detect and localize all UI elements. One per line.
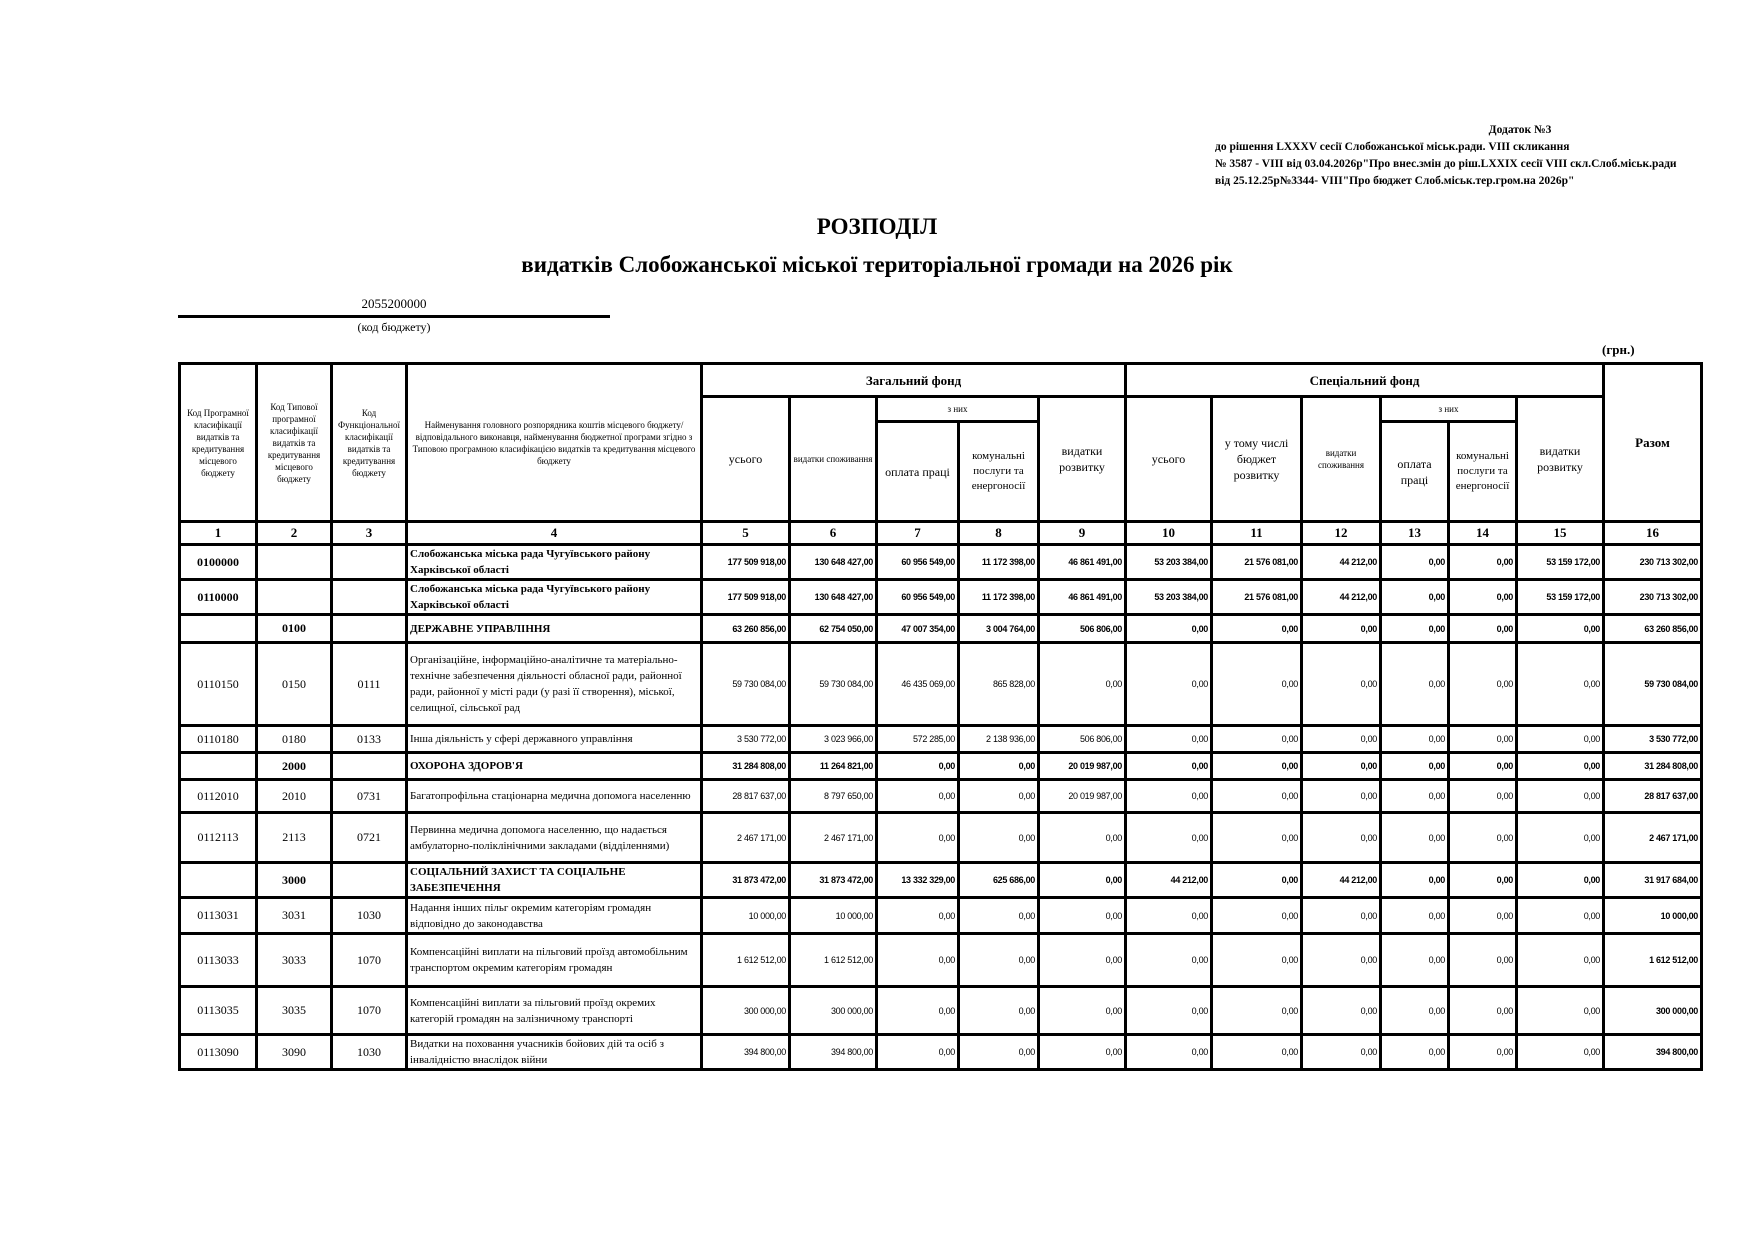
name-cell: ДЕРЖАВНЕ УПРАВЛІННЯ (407, 615, 702, 643)
grand-total-cell: 31 284 808,00 (1604, 753, 1702, 780)
gf-total-cell: 10 000,00 (702, 898, 790, 934)
sf-wages-cell: 0,00 (1381, 753, 1449, 780)
gf-total-cell: 3 530 772,00 (702, 726, 790, 753)
budget-code: 2055200000 (361, 296, 427, 311)
gf-consumption-cell: 3 023 966,00 (790, 726, 877, 753)
typical-program-code-cell: 2000 (257, 753, 332, 780)
table-row (180, 987, 1702, 1035)
sf-utilities-cell: 0,00 (1449, 615, 1517, 643)
sf-total-cell: 0,00 (1126, 615, 1212, 643)
sf-development-cell: 0,00 (1517, 987, 1604, 1035)
sf-development-cell: 0,00 (1517, 726, 1604, 753)
sf-utilities-cell: 0,00 (1449, 987, 1517, 1035)
grand-total-cell: 31 917 684,00 (1604, 863, 1702, 898)
gf-consumption-cell: 300 000,00 (790, 987, 877, 1035)
grand-total-cell: 230 713 302,00 (1604, 545, 1702, 580)
sf-total-cell: 0,00 (1126, 780, 1212, 813)
sf-consumption-cell: 0,00 (1302, 753, 1381, 780)
name-cell: Видатки на поховання учасників бойових дій та осіб з інвалідністю внаслідок війни (407, 1035, 702, 1070)
gf-wages-cell: 0,00 (877, 813, 959, 863)
name-cell: Первинна медична допомога населенню, що надається амбулаторно-поліклінічними закладами (відділеннями) (407, 813, 702, 863)
sf-utilities-cell: 0,00 (1449, 643, 1517, 726)
name-cell: Багатопрофільна стаціонарна медична допомога населенню (407, 780, 702, 813)
sf-total-cell: 53 203 384,00 (1126, 545, 1212, 580)
table-row (180, 753, 1702, 780)
gf-development-cell: 506 806,00 (1039, 615, 1126, 643)
document-subtitle: видатків Слобожанської міської територіальної громади на 2026 рік (521, 252, 1233, 277)
table-row (180, 934, 1702, 987)
gf-utilities-cell: 0,00 (959, 1035, 1039, 1070)
sf-wages-cell: 0,00 (1381, 545, 1449, 580)
typical-program-code-cell: 3090 (257, 1035, 332, 1070)
name-cell: ОХОРОНА ЗДОРОВ'Я (407, 753, 702, 780)
sf-dev-budget-cell: 0,00 (1212, 813, 1302, 863)
sf-development-cell: 53 159 172,00 (1517, 545, 1604, 580)
sf-dev-budget-cell: 0,00 (1212, 643, 1302, 726)
program-code-cell: 0110150 (180, 643, 257, 726)
sf-wages-cell: 0,00 (1381, 780, 1449, 813)
gf-utilities-cell: 3 004 764,00 (959, 615, 1039, 643)
sf-wages-cell: 0,00 (1381, 863, 1449, 898)
header-special-fund: Спеціальний фонд (1126, 364, 1604, 397)
sf-total-cell: 0,00 (1126, 643, 1212, 726)
grand-total-cell: 2 467 171,00 (1604, 813, 1702, 863)
column-number: 16 (1604, 522, 1702, 545)
sf-consumption-cell: 0,00 (1302, 987, 1381, 1035)
gf-development-cell: 506 806,00 (1039, 726, 1126, 753)
header-sf-dev-budget: у тому числі бюджет розвитку (1212, 397, 1302, 522)
header-gf-of-which: з них (877, 397, 1039, 422)
sf-development-cell: 0,00 (1517, 898, 1604, 934)
typical-program-code-cell: 0100 (257, 615, 332, 643)
table-row (180, 643, 1702, 726)
column-number: 9 (1039, 522, 1126, 545)
grand-total-cell: 1 612 512,00 (1604, 934, 1702, 987)
name-cell: Слобожанська міська рада Чугуївського району Харківської області (407, 580, 702, 615)
program-code-cell (180, 615, 257, 643)
sf-total-cell: 0,00 (1126, 813, 1212, 863)
column-number: 14 (1449, 522, 1517, 545)
header-program-code: Код Програмної класифікації видатків та кредитування місцевого бюджету (180, 364, 257, 522)
column-number: 8 (959, 522, 1039, 545)
gf-consumption-cell: 2 467 171,00 (790, 813, 877, 863)
sf-utilities-cell: 0,00 (1449, 545, 1517, 580)
sf-total-cell: 53 203 384,00 (1126, 580, 1212, 615)
sf-utilities-cell: 0,00 (1449, 726, 1517, 753)
column-number: 7 (877, 522, 959, 545)
expenditure-table (178, 362, 1703, 1071)
column-number: 10 (1126, 522, 1212, 545)
name-cell: Організаційне, інформаційно-аналітичне та матеріально-технічне забезпечення діяльності обласної ради, районної ради, районної у місті ради (у разі її створення), міської, селищної, сільської рад (407, 643, 702, 726)
functional-code-cell: 0721 (332, 813, 407, 863)
column-number: 15 (1517, 522, 1604, 545)
typical-program-code-cell: 2113 (257, 813, 332, 863)
sf-consumption-cell: 44 212,00 (1302, 545, 1381, 580)
sf-total-cell: 44 212,00 (1126, 863, 1212, 898)
annex-title: Додаток №3 (1488, 124, 1552, 136)
table-row (180, 615, 1702, 643)
gf-wages-cell: 0,00 (877, 753, 959, 780)
grand-total-cell: 10 000,00 (1604, 898, 1702, 934)
program-code-cell: 0113090 (180, 1035, 257, 1070)
column-number: 6 (790, 522, 877, 545)
table-row (180, 580, 1702, 615)
gf-total-cell: 31 284 808,00 (702, 753, 790, 780)
sf-utilities-cell: 0,00 (1449, 863, 1517, 898)
table-row (180, 863, 1702, 898)
sf-consumption-cell: 0,00 (1302, 1035, 1381, 1070)
table-row (180, 1035, 1702, 1070)
gf-total-cell: 2 467 171,00 (702, 813, 790, 863)
sf-wages-cell: 0,00 (1381, 1035, 1449, 1070)
gf-consumption-cell: 1 612 512,00 (790, 934, 877, 987)
typical-program-code-cell: 3033 (257, 934, 332, 987)
sf-utilities-cell: 0,00 (1449, 934, 1517, 987)
sf-wages-cell: 0,00 (1381, 987, 1449, 1035)
sf-total-cell: 0,00 (1126, 934, 1212, 987)
sf-consumption-cell: 0,00 (1302, 934, 1381, 987)
gf-consumption-cell: 31 873 472,00 (790, 863, 877, 898)
functional-code-cell: 0133 (332, 726, 407, 753)
sf-development-cell: 0,00 (1517, 615, 1604, 643)
column-number: 1 (180, 522, 257, 545)
annex-line-3: від 25.12.25р№3344- VIII"Про бюджет Слоб.міськ.тер.гром.на 2026р" (1215, 175, 1575, 187)
column-number: 3 (332, 522, 407, 545)
program-code-cell: 0113033 (180, 934, 257, 987)
header-functional-code: Код Функціональної класифікації видатків та кредитування бюджету (332, 364, 407, 522)
gf-consumption-cell: 8 797 650,00 (790, 780, 877, 813)
budget-code-underline (178, 315, 610, 318)
header-sf-wages: оплата праці (1381, 422, 1449, 522)
program-code-cell: 0110180 (180, 726, 257, 753)
sf-consumption-cell: 0,00 (1302, 813, 1381, 863)
gf-total-cell: 59 730 084,00 (702, 643, 790, 726)
sf-dev-budget-cell: 21 576 081,00 (1212, 580, 1302, 615)
document-title: РОЗПОДІЛ (816, 214, 938, 239)
header-sf-total: усього (1126, 397, 1212, 522)
gf-development-cell: 46 861 491,00 (1039, 580, 1126, 615)
header-general-fund: Загальний фонд (702, 364, 1126, 397)
sf-total-cell: 0,00 (1126, 726, 1212, 753)
sf-development-cell: 0,00 (1517, 643, 1604, 726)
program-code-cell: 0113035 (180, 987, 257, 1035)
gf-development-cell: 0,00 (1039, 863, 1126, 898)
sf-dev-budget-cell: 0,00 (1212, 934, 1302, 987)
gf-development-cell: 0,00 (1039, 987, 1126, 1035)
name-cell: Компенсаційні виплати на пільговий проїзд автомобільним транспортом окремим категоріям громадян (407, 934, 702, 987)
annex-line-1: до рішення LXXXV сесії Слобожанської міськ.ради. VIII скликання (1215, 141, 1570, 153)
header-gf-utilities: комунальні послуги та енергоносії (959, 422, 1039, 522)
gf-utilities-cell: 0,00 (959, 753, 1039, 780)
gf-utilities-cell: 0,00 (959, 934, 1039, 987)
gf-consumption-cell: 130 648 427,00 (790, 545, 877, 580)
functional-code-cell: 1030 (332, 898, 407, 934)
gf-wages-cell: 60 956 549,00 (877, 545, 959, 580)
gf-total-cell: 1 612 512,00 (702, 934, 790, 987)
functional-code-cell (332, 545, 407, 580)
sf-consumption-cell: 0,00 (1302, 780, 1381, 813)
annex-line-2: № 3587 - VIII від 03.04.2026р"Про внес.змін до ріш.LXXIX сесії VIII скл.Слоб.міськ.ради (1215, 158, 1677, 170)
gf-development-cell: 0,00 (1039, 934, 1126, 987)
gf-utilities-cell: 11 172 398,00 (959, 580, 1039, 615)
grand-total-cell: 63 260 856,00 (1604, 615, 1702, 643)
program-code-cell: 0112010 (180, 780, 257, 813)
program-code-cell (180, 863, 257, 898)
currency-unit: (грн.) (1602, 342, 1635, 357)
functional-code-cell: 0731 (332, 780, 407, 813)
budget-code-label: (код бюджету) (357, 320, 431, 334)
gf-wages-cell: 0,00 (877, 1035, 959, 1070)
sf-dev-budget-cell: 0,00 (1212, 898, 1302, 934)
column-numbers-row (180, 522, 1702, 545)
gf-total-cell: 177 509 918,00 (702, 580, 790, 615)
gf-utilities-cell: 0,00 (959, 987, 1039, 1035)
sf-total-cell: 0,00 (1126, 1035, 1212, 1070)
sf-consumption-cell: 0,00 (1302, 643, 1381, 726)
header-total: Разом (1604, 364, 1702, 522)
gf-utilities-cell: 11 172 398,00 (959, 545, 1039, 580)
sf-utilities-cell: 0,00 (1449, 813, 1517, 863)
grand-total-cell: 59 730 084,00 (1604, 643, 1702, 726)
sf-dev-budget-cell: 21 576 081,00 (1212, 545, 1302, 580)
gf-consumption-cell: 130 648 427,00 (790, 580, 877, 615)
sf-consumption-cell: 44 212,00 (1302, 863, 1381, 898)
sf-wages-cell: 0,00 (1381, 580, 1449, 615)
program-code-cell: 0112113 (180, 813, 257, 863)
column-number: 12 (1302, 522, 1381, 545)
sf-development-cell: 0,00 (1517, 934, 1604, 987)
gf-development-cell: 0,00 (1039, 643, 1126, 726)
sf-consumption-cell: 44 212,00 (1302, 580, 1381, 615)
gf-wages-cell: 0,00 (877, 780, 959, 813)
sf-dev-budget-cell: 0,00 (1212, 987, 1302, 1035)
gf-utilities-cell: 0,00 (959, 898, 1039, 934)
gf-utilities-cell: 625 686,00 (959, 863, 1039, 898)
gf-wages-cell: 572 285,00 (877, 726, 959, 753)
sf-dev-budget-cell: 0,00 (1212, 726, 1302, 753)
gf-consumption-cell: 59 730 084,00 (790, 643, 877, 726)
grand-total-cell: 28 817 637,00 (1604, 780, 1702, 813)
sf-total-cell: 0,00 (1126, 987, 1212, 1035)
typical-program-code-cell: 0180 (257, 726, 332, 753)
sf-wages-cell: 0,00 (1381, 898, 1449, 934)
gf-development-cell: 0,00 (1039, 898, 1126, 934)
name-cell: Слобожанська міська рада Чугуївського району Харківської області (407, 545, 702, 580)
sf-dev-budget-cell: 0,00 (1212, 863, 1302, 898)
gf-consumption-cell: 11 264 821,00 (790, 753, 877, 780)
typical-program-code-cell: 3035 (257, 987, 332, 1035)
table-row (180, 545, 1702, 580)
table-row (180, 726, 1702, 753)
header-sf-of-which: з них (1381, 397, 1517, 422)
functional-code-cell: 0111 (332, 643, 407, 726)
name-cell: Інша діяльність у сфері державного управління (407, 726, 702, 753)
functional-code-cell: 1070 (332, 934, 407, 987)
typical-program-code-cell: 2010 (257, 780, 332, 813)
table-row (180, 813, 1702, 863)
column-number: 2 (257, 522, 332, 545)
gf-total-cell: 63 260 856,00 (702, 615, 790, 643)
gf-utilities-cell: 0,00 (959, 813, 1039, 863)
sf-dev-budget-cell: 0,00 (1212, 780, 1302, 813)
column-number: 13 (1381, 522, 1449, 545)
sf-dev-budget-cell: 0,00 (1212, 1035, 1302, 1070)
sf-consumption-cell: 0,00 (1302, 615, 1381, 643)
typical-program-code-cell: 3031 (257, 898, 332, 934)
header-gf-wages: оплата праці (877, 422, 959, 522)
sf-utilities-cell: 0,00 (1449, 753, 1517, 780)
sf-wages-cell: 0,00 (1381, 615, 1449, 643)
gf-wages-cell: 0,00 (877, 934, 959, 987)
sf-consumption-cell: 0,00 (1302, 726, 1381, 753)
typical-program-code-cell: 0150 (257, 643, 332, 726)
gf-development-cell: 0,00 (1039, 1035, 1126, 1070)
column-number: 11 (1212, 522, 1302, 545)
gf-consumption-cell: 62 754 050,00 (790, 615, 877, 643)
sf-development-cell: 0,00 (1517, 780, 1604, 813)
column-number: 5 (702, 522, 790, 545)
name-cell: Надання інших пільг окремим категоріям громадян відповідно до законодавства (407, 898, 702, 934)
functional-code-cell (332, 753, 407, 780)
gf-total-cell: 394 800,00 (702, 1035, 790, 1070)
gf-utilities-cell: 2 138 936,00 (959, 726, 1039, 753)
gf-development-cell: 20 019 987,00 (1039, 753, 1126, 780)
header-gf-development: видатки розвитку (1039, 397, 1126, 522)
gf-development-cell: 46 861 491,00 (1039, 545, 1126, 580)
sf-total-cell: 0,00 (1126, 898, 1212, 934)
gf-total-cell: 177 509 918,00 (702, 545, 790, 580)
functional-code-cell (332, 615, 407, 643)
gf-wages-cell: 13 332 329,00 (877, 863, 959, 898)
header-sf-consumption: видатки споживання (1302, 397, 1381, 522)
gf-total-cell: 300 000,00 (702, 987, 790, 1035)
sf-dev-budget-cell: 0,00 (1212, 753, 1302, 780)
gf-total-cell: 31 873 472,00 (702, 863, 790, 898)
table-row (180, 898, 1702, 934)
program-code-cell: 0110000 (180, 580, 257, 615)
gf-wages-cell: 47 007 354,00 (877, 615, 959, 643)
sf-development-cell: 0,00 (1517, 813, 1604, 863)
sf-wages-cell: 0,00 (1381, 726, 1449, 753)
table-row (180, 780, 1702, 813)
header-sf-utilities: комунальні послуги та енергоносії (1449, 422, 1517, 522)
sf-consumption-cell: 0,00 (1302, 898, 1381, 934)
sf-wages-cell: 0,00 (1381, 934, 1449, 987)
gf-development-cell: 20 019 987,00 (1039, 780, 1126, 813)
header-typical-program-code: Код Типової програмної класифікації видатків та кредитування місцевого бюджету (257, 364, 332, 522)
table-header (180, 364, 1702, 545)
sf-utilities-cell: 0,00 (1449, 1035, 1517, 1070)
gf-wages-cell: 60 956 549,00 (877, 580, 959, 615)
gf-wages-cell: 0,00 (877, 898, 959, 934)
sf-development-cell: 0,00 (1517, 1035, 1604, 1070)
header-gf-consumption: видатки споживання (790, 397, 877, 522)
sf-wages-cell: 0,00 (1381, 643, 1449, 726)
gf-consumption-cell: 394 800,00 (790, 1035, 877, 1070)
header-name: Найменування головного розпорядника коштів місцевого бюджету/ відповідального виконавця, найменування бюджетної програми згідно з Типовою програмною класифікацією видатків та кредитування місцевого бюджету (407, 364, 702, 522)
gf-wages-cell: 0,00 (877, 987, 959, 1035)
gf-utilities-cell: 0,00 (959, 780, 1039, 813)
grand-total-cell: 230 713 302,00 (1604, 580, 1702, 615)
sf-development-cell: 0,00 (1517, 863, 1604, 898)
sf-development-cell: 53 159 172,00 (1517, 580, 1604, 615)
name-cell: Компенсаційні виплати за пільговий проїзд окремих категорій громадян на залізничному транспорті (407, 987, 702, 1035)
typical-program-code-cell: 3000 (257, 863, 332, 898)
grand-total-cell: 394 800,00 (1604, 1035, 1702, 1070)
functional-code-cell: 1070 (332, 987, 407, 1035)
column-number: 4 (407, 522, 702, 545)
name-cell: СОЦІАЛЬНИЙ ЗАХИСТ ТА СОЦІАЛЬНЕ ЗАБЕЗПЕЧЕННЯ (407, 863, 702, 898)
annex-block (1215, 122, 1745, 190)
sf-utilities-cell: 0,00 (1449, 898, 1517, 934)
gf-total-cell: 28 817 637,00 (702, 780, 790, 813)
gf-consumption-cell: 10 000,00 (790, 898, 877, 934)
functional-code-cell (332, 863, 407, 898)
sf-dev-budget-cell: 0,00 (1212, 615, 1302, 643)
header-gf-total: усього (702, 397, 790, 522)
program-code-cell (180, 753, 257, 780)
functional-code-cell: 1030 (332, 1035, 407, 1070)
program-code-cell: 0100000 (180, 545, 257, 580)
sf-development-cell: 0,00 (1517, 753, 1604, 780)
sf-utilities-cell: 0,00 (1449, 780, 1517, 813)
grand-total-cell: 300 000,00 (1604, 987, 1702, 1035)
sf-wages-cell: 0,00 (1381, 813, 1449, 863)
grand-total-cell: 3 530 772,00 (1604, 726, 1702, 753)
typical-program-code-cell (257, 545, 332, 580)
sf-total-cell: 0,00 (1126, 753, 1212, 780)
program-code-cell: 0113031 (180, 898, 257, 934)
gf-development-cell: 0,00 (1039, 813, 1126, 863)
table-body (180, 545, 1702, 1070)
typical-program-code-cell (257, 580, 332, 615)
functional-code-cell (332, 580, 407, 615)
gf-wages-cell: 46 435 069,00 (877, 643, 959, 726)
sf-utilities-cell: 0,00 (1449, 580, 1517, 615)
gf-utilities-cell: 865 828,00 (959, 643, 1039, 726)
header-sf-development: видатки розвитку (1517, 397, 1604, 522)
